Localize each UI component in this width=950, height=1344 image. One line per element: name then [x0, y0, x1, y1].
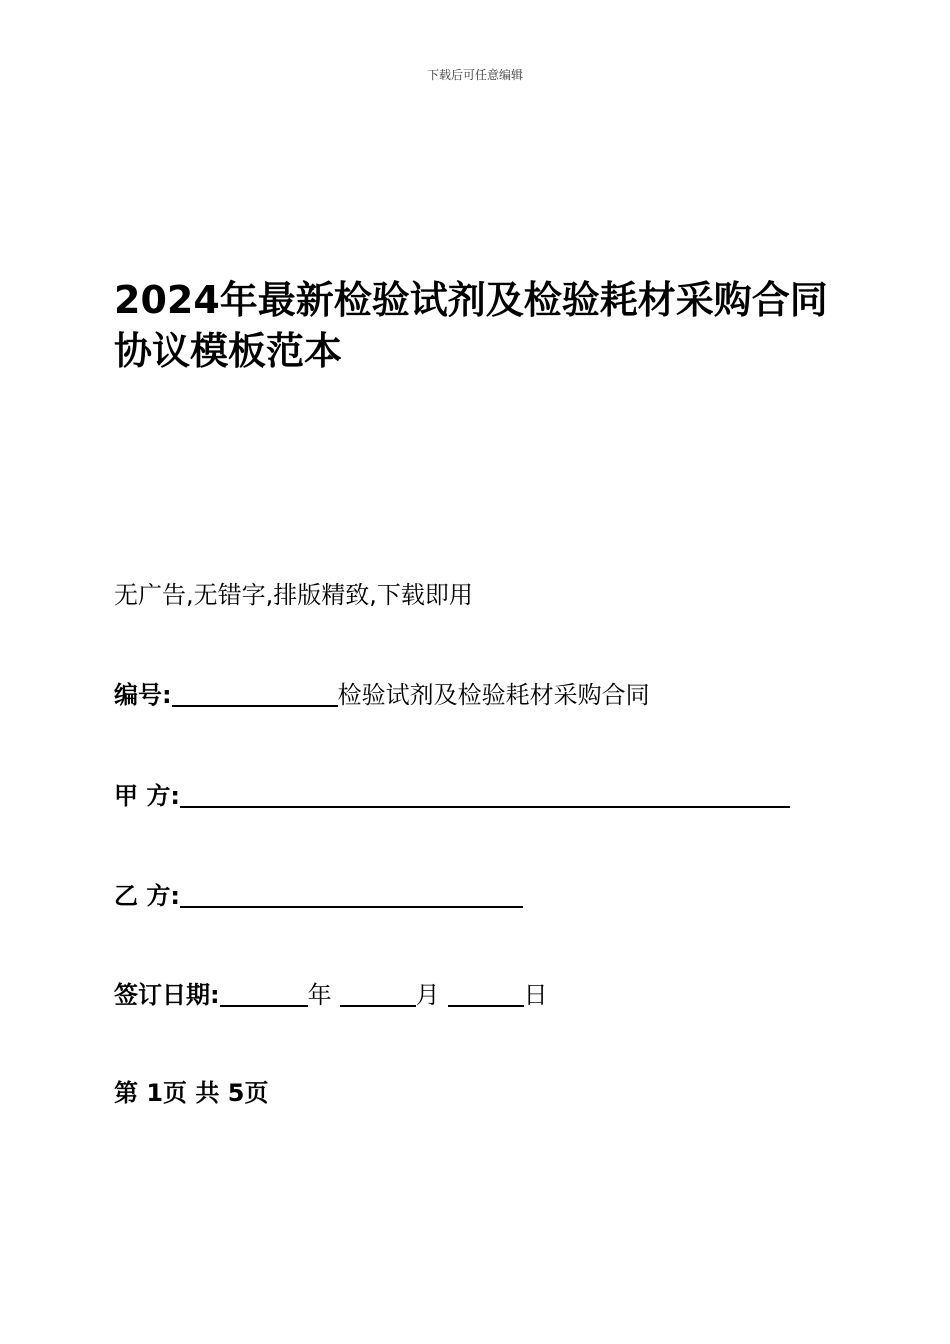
tagline-text: 无广告,无错字,排版精致,下载即用	[114, 581, 473, 609]
page-info	[114, 1078, 268, 1108]
party-b-row	[114, 881, 523, 911]
header-note: 下载后可任意编辑	[426, 68, 523, 82]
party-a-label: 甲 方:	[114, 782, 180, 810]
tagline	[114, 580, 473, 610]
party-a-row	[114, 781, 790, 811]
document-title: 2024年最新检验试剂及检验耗材采购合同协议模板范本	[114, 278, 828, 373]
sign-year-label: 年	[307, 981, 332, 1009]
contract-number-suffix: 检验试剂及检验耗材采购合同	[337, 681, 650, 709]
sign-year-blank[interactable]	[220, 981, 308, 1007]
page-info-text: 第 1页 共 5页	[114, 1079, 269, 1107]
contract-number-label: 编号:	[114, 681, 172, 709]
sign-date-row	[114, 980, 548, 1010]
party-a-blank[interactable]	[180, 782, 790, 808]
party-b-blank[interactable]	[180, 882, 523, 908]
sign-month-label: 月	[415, 981, 440, 1009]
contract-number-blank[interactable]	[172, 681, 338, 707]
contract-number-row	[114, 680, 650, 710]
sign-date-label: 签订日期:	[114, 981, 220, 1009]
party-b-label: 乙 方:	[114, 882, 180, 910]
sign-month-blank[interactable]	[340, 981, 416, 1007]
sign-day-blank[interactable]	[448, 981, 524, 1007]
sign-day-label: 日	[523, 981, 548, 1009]
